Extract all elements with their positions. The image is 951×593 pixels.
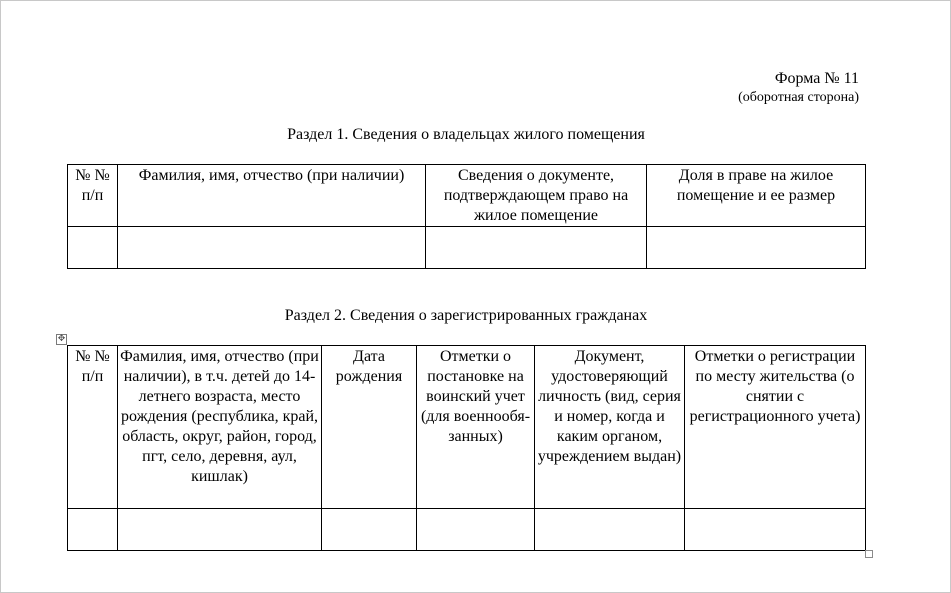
- table-cell[interactable]: [68, 509, 118, 551]
- form-side-note: (оборотная сторона): [738, 90, 859, 105]
- table-header-row: [68, 165, 866, 227]
- table-cell[interactable]: [647, 227, 866, 269]
- form-number: Форма № 11: [774, 70, 859, 87]
- col-header-fullname-birthplace: Фамилия, имя, отчество (при наличии), в т.ч. детей до 14-летнего возраста, место рождения (республика, край, область, округ, район, город, пгт, село, деревня, аул, кишлак): [118, 346, 322, 509]
- resize-square-icon[interactable]: [865, 550, 873, 558]
- col-header-ownership-share: Доля в праве на жилое помещение и ее размер: [647, 165, 866, 227]
- registered-citizens-table: [67, 345, 866, 551]
- col-header-ownership-document: Сведения о документе, подтверждающем право на жилое помещение: [426, 165, 647, 227]
- col-header-identity-document: Документ, удостоверяющий личность (вид, серия и номер, когда и каким органом, учреждением выдан): [535, 346, 685, 509]
- section2-title: Раздел 2. Сведения о зарегистрированных гражданах: [284, 307, 648, 324]
- col-header-fullname: Фамилия, имя, отчество (при наличии): [118, 165, 426, 227]
- col-header-residence-registration: Отметки о регистрации по месту жительства (о снятии с регистрационного учета): [685, 346, 866, 509]
- col-header-military-registration: Отметки о постановке на воинский учет (для военнообя-занных): [417, 346, 535, 509]
- table-cell[interactable]: [417, 509, 535, 551]
- col-header-number: № № п/п: [68, 165, 118, 227]
- table-header-row: [68, 346, 866, 509]
- table-row: [68, 227, 866, 269]
- table-cell[interactable]: [118, 509, 322, 551]
- table-row: [68, 509, 866, 551]
- table-cell[interactable]: [118, 227, 426, 269]
- owners-table: [67, 164, 866, 269]
- table-cell[interactable]: [426, 227, 647, 269]
- col-header-number: № № п/п: [68, 346, 118, 509]
- table-cell[interactable]: [68, 227, 118, 269]
- col-header-birth-date: Дата рождения: [322, 346, 417, 509]
- move-cross-icon[interactable]: ✥: [57, 334, 66, 344]
- table-cell[interactable]: [322, 509, 417, 551]
- table-cell[interactable]: [685, 509, 866, 551]
- table-cell[interactable]: [535, 509, 685, 551]
- section1-title: Раздел 1. Сведения о владельцах жилого помещения: [287, 126, 645, 143]
